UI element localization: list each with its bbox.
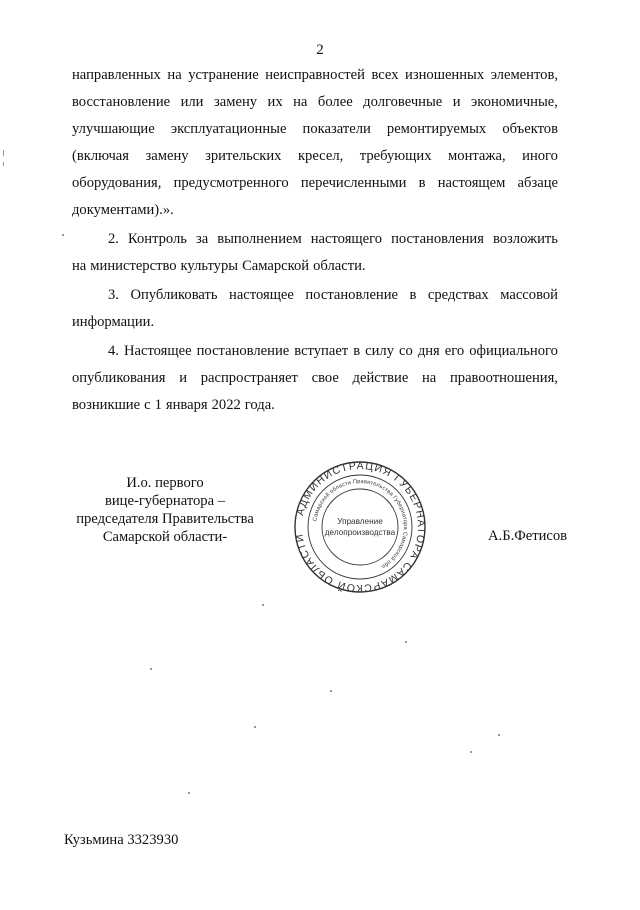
- word: информации.: [72, 314, 155, 330]
- word: за: [195, 231, 209, 247]
- word: объектов: [502, 121, 558, 137]
- signatory-title-line: И.о. первого: [126, 475, 204, 491]
- word: замену: [213, 94, 258, 110]
- text-line: [72, 170, 558, 197]
- word: действие: [352, 370, 409, 386]
- word: выполнением: [217, 231, 302, 247]
- seal-inner-text: Самарской области Правительства Губернатора Самарской обл.: [312, 478, 409, 570]
- signatory-title-line: вице-губернатора –: [104, 493, 226, 509]
- word: ремонтируемых: [386, 121, 487, 137]
- word: правоотношения,: [449, 370, 558, 386]
- word: экономичные,: [471, 94, 558, 110]
- word: Контроль: [127, 231, 187, 247]
- word: 1: [154, 397, 162, 413]
- word: настоящем: [437, 175, 506, 191]
- signatory-name: А.Б.Фетисов: [488, 528, 568, 544]
- word: на: [293, 94, 308, 110]
- scan-speck: [262, 604, 264, 606]
- word: в: [353, 343, 361, 359]
- word: их: [267, 94, 283, 110]
- seal-center-line: Управление: [337, 517, 383, 526]
- word: официального: [469, 343, 558, 359]
- word: свое: [311, 370, 339, 386]
- word: постановление: [196, 343, 290, 359]
- text-line: [72, 309, 558, 336]
- word: долговечные: [363, 94, 443, 110]
- word: изношенных: [405, 67, 485, 83]
- word: абзаце: [517, 175, 558, 191]
- word: культуры: [180, 258, 239, 274]
- word: с: [144, 397, 151, 413]
- signatory-title-line: Самарской области-: [102, 529, 228, 545]
- scan-speck: [188, 792, 190, 794]
- word: настоящего: [310, 231, 383, 247]
- paragraph-1: [72, 62, 558, 224]
- page-number: 2: [316, 42, 324, 58]
- word: массовой: [500, 287, 558, 303]
- word: эксплуатационные: [170, 121, 287, 137]
- document-body: [72, 62, 558, 419]
- scan-speck: [150, 668, 152, 670]
- word: силу: [365, 343, 394, 359]
- word: (включая: [72, 148, 129, 164]
- signatory-title-line: председателя Правительства: [76, 511, 254, 527]
- seal-middle-ring: [308, 475, 412, 579]
- scan-speck: [62, 234, 64, 236]
- word: зрительских: [205, 148, 282, 164]
- word: восстановление: [72, 94, 171, 110]
- executor-contact: Кузьмина 3323930: [64, 832, 179, 848]
- word: монтажа,: [448, 148, 506, 164]
- word: направленных: [72, 67, 161, 83]
- word: перечисленными: [300, 175, 407, 191]
- word: кресел,: [297, 148, 344, 164]
- word: настоящее: [229, 287, 294, 303]
- word: со: [399, 343, 413, 359]
- text-line: [72, 365, 558, 392]
- word: постановление: [305, 287, 399, 303]
- word: постановления: [391, 231, 484, 247]
- seal-center-line: делопроизводства: [324, 528, 396, 537]
- word: Настоящее: [123, 343, 192, 359]
- text-line: [72, 282, 558, 309]
- word: опубликования: [72, 370, 166, 386]
- word: и: [452, 94, 461, 110]
- word: года.: [244, 397, 275, 413]
- word: 4.: [108, 343, 119, 359]
- word: и: [179, 370, 188, 386]
- word: улучшающие: [72, 121, 155, 137]
- text-line: [72, 253, 558, 280]
- word: или: [180, 94, 204, 110]
- word: на: [72, 258, 87, 274]
- word: вступает: [294, 343, 349, 359]
- text-line: [72, 226, 558, 253]
- word: возникшие: [72, 397, 141, 413]
- seal-inner-ring: [322, 489, 398, 565]
- word: возложить: [492, 231, 558, 247]
- word: распространяет: [200, 370, 298, 386]
- text-line: [72, 116, 558, 143]
- signatory-title: [40, 474, 290, 546]
- scan-speck: [254, 726, 256, 728]
- word: показатели: [302, 121, 371, 137]
- word: его: [444, 343, 465, 359]
- word: предусмотренного: [173, 175, 289, 191]
- scan-speck: [405, 641, 407, 643]
- word: области.: [313, 258, 366, 274]
- word: иного: [522, 148, 558, 164]
- word: на: [167, 67, 182, 83]
- word: устранение: [188, 67, 259, 83]
- word: замену: [145, 148, 189, 164]
- word: 2.: [108, 231, 119, 247]
- scan-speck: [330, 690, 332, 692]
- word: в: [409, 287, 417, 303]
- word: 3.: [108, 287, 119, 303]
- text-line: [72, 62, 558, 89]
- word: неисправностей: [265, 67, 365, 83]
- paragraph-3: [72, 282, 558, 336]
- paragraph-4: [72, 338, 558, 419]
- word: 2022: [211, 397, 241, 413]
- scan-edge-mark: [3, 162, 4, 166]
- word: Опубликовать: [130, 287, 218, 303]
- seal-outer-text: АДМИНИСТРАЦИЯ ГУБЕРНАТОРА САМАРСКОЙ ОБЛАСТИ: [293, 460, 427, 594]
- word: министерство: [90, 258, 177, 274]
- word: на: [421, 370, 437, 386]
- scan-speck: [498, 734, 500, 736]
- paragraph-2: [72, 226, 558, 280]
- word: более: [317, 94, 353, 110]
- text-line: [72, 392, 558, 419]
- word: дня: [417, 343, 440, 359]
- scan-edge-mark: [3, 150, 4, 156]
- word: Самарской: [242, 258, 310, 274]
- word: в: [418, 175, 426, 191]
- text-line: [72, 143, 558, 170]
- text-line: [72, 338, 558, 365]
- word: средствах: [427, 287, 489, 303]
- word: января: [165, 397, 208, 413]
- text-line: [72, 89, 558, 116]
- word: элементов,: [490, 67, 558, 83]
- word: всех: [371, 67, 399, 83]
- scan-speck: [470, 751, 472, 753]
- word: требующих: [359, 148, 432, 164]
- word: оборудования,: [72, 175, 162, 191]
- text-line: [72, 197, 558, 224]
- official-seal: [293, 460, 427, 594]
- word: документами).».: [72, 202, 174, 218]
